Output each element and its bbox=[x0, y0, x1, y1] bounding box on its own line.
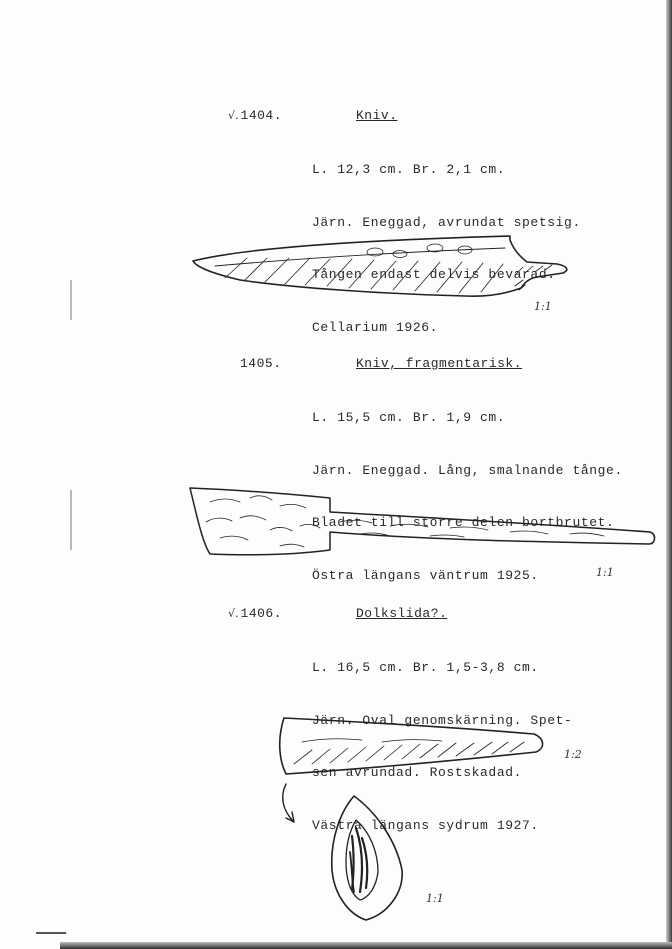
sheath-cross-section-drawing bbox=[326, 792, 408, 926]
scale-label: 1:1 bbox=[596, 566, 614, 579]
scale-label: 1:2 bbox=[564, 748, 582, 761]
entry-number: √.1406. bbox=[228, 606, 283, 621]
description-line: L. 16,5 cm. Br. 1,5-3,8 cm. bbox=[312, 660, 539, 675]
check-mark: √. bbox=[228, 607, 240, 620]
description-line: L. 15,5 cm. Br. 1,9 cm. bbox=[312, 410, 506, 425]
entry-number: 1405. bbox=[240, 356, 282, 371]
margin-mark bbox=[70, 280, 72, 320]
description-line: Cellarium 1926. bbox=[312, 319, 439, 335]
description-line: Tången endast delvis bevarad. bbox=[312, 267, 556, 282]
knife-drawing bbox=[185, 228, 595, 308]
entry-title: Kniv, fragmentarisk. bbox=[356, 356, 523, 371]
entry-title: Kniv. bbox=[356, 108, 398, 123]
knife-fragment-drawing bbox=[180, 482, 660, 562]
sheath-drawing bbox=[272, 712, 562, 782]
description-line: sen avrundad. Rostskadad. bbox=[312, 765, 523, 780]
margin-tick bbox=[36, 932, 66, 934]
description-line: Järn. Oval genomskärning. Spet- bbox=[312, 712, 573, 728]
page-edge-shadow bbox=[666, 0, 672, 949]
description-line: Bladet till större delen bortbrutet. bbox=[312, 515, 615, 530]
entry-title: Dolkslida?. bbox=[356, 606, 448, 621]
description-line: Västra längans sydrum 1927. bbox=[312, 817, 539, 833]
description-line: L. 12,3 cm. Br. 2,1 cm. bbox=[312, 162, 506, 177]
description-line: Järn. Eneggad. Lång, smalnande tånge. bbox=[312, 462, 623, 478]
scale-label: 1:1 bbox=[426, 892, 444, 905]
check-mark: √. bbox=[228, 109, 240, 122]
margin-mark bbox=[70, 490, 72, 550]
description-line: Östra längans väntrum 1925. bbox=[312, 567, 539, 583]
page-edge-shadow bbox=[60, 942, 672, 949]
description-line: Järn. Eneggad, avrundat spetsig. bbox=[312, 214, 581, 230]
arrow-icon bbox=[278, 782, 308, 826]
entry-number: √.1404. bbox=[228, 108, 283, 123]
scale-label: 1:1 bbox=[534, 300, 552, 313]
